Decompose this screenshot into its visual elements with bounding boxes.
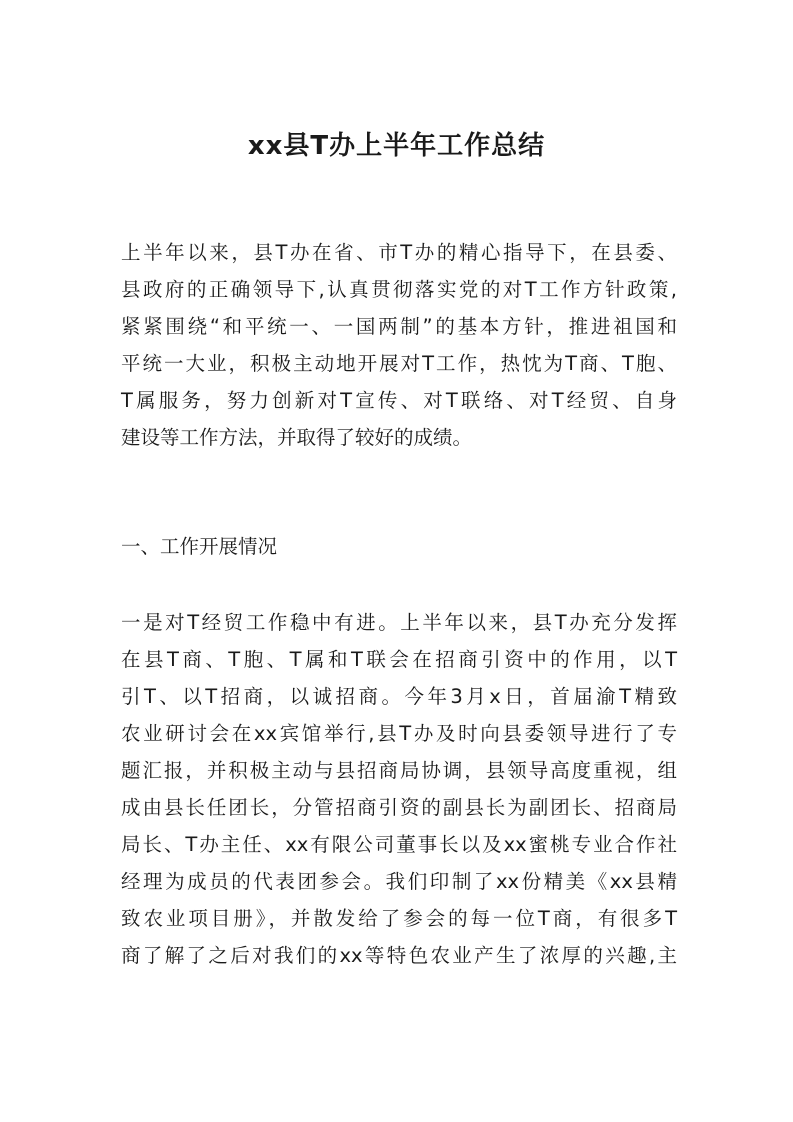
- paragraph-line: 致农业项目册》，并散发给了参会的每一位T商，有很多T: [121, 907, 677, 930]
- paragraph-intro: [121, 234, 677, 456]
- paragraph-line: 商了解了之后对我们的xx等特色农业产生了浓厚的兴趣,主: [121, 944, 677, 967]
- document-title: xx县T办上半年工作总结: [247, 131, 546, 161]
- paragraph-line: 成由县长任团长，分管招商引资的副县长为副团长、招商局: [121, 796, 677, 819]
- section-heading: [121, 528, 677, 565]
- paragraph-line: 紧紧围绕“和平统一、一国两制”的基本方针，推进祖国和: [121, 315, 677, 338]
- paragraph-line: 平统一大业，积极主动地开展对T工作，热忱为T商、T胞、: [121, 352, 677, 375]
- paragraph-line: 题汇报，并积极主动与县招商局协调，县领导高度重视，组: [121, 759, 677, 782]
- section-heading-text: 一、工作开展情况: [121, 535, 278, 558]
- paragraph-line: 经理为成员的代表团参会。我们印制了xx份精美《xx县精: [121, 870, 677, 893]
- paragraph-line: 上半年以来，县T办在省、市T办的精心指导下，在县委、: [121, 241, 677, 264]
- paragraph-line: 局长、T办主任、xx有限公司董事长以及xx蜜桃专业合作社: [121, 833, 677, 856]
- paragraph-line: T属服务，努力创新对T宣传、对T联络、对T经贸、自身: [121, 389, 677, 412]
- paragraph-line: 一是对T经贸工作稳中有进。上半年以来，县T办充分发挥: [121, 611, 677, 634]
- paragraph-line: 在县T商、T胞、T属和T联会在招商引资中的作用，以T: [121, 648, 677, 671]
- paragraph-line: 建设等工作方法，并取得了较好的成绩。: [121, 426, 473, 449]
- paragraph-trade-work: [121, 604, 677, 974]
- paragraph-line: 引T、以T招商，以诚招商。今年3月x日，首届渝T精致: [121, 685, 677, 708]
- paragraph-line: 农业研讨会在xx宾馆举行,县T办及时向县委领导进行了专: [121, 722, 677, 745]
- paragraph-line: 县政府的正确领导下,认真贯彻落实党的对T工作方针政策,: [121, 278, 677, 301]
